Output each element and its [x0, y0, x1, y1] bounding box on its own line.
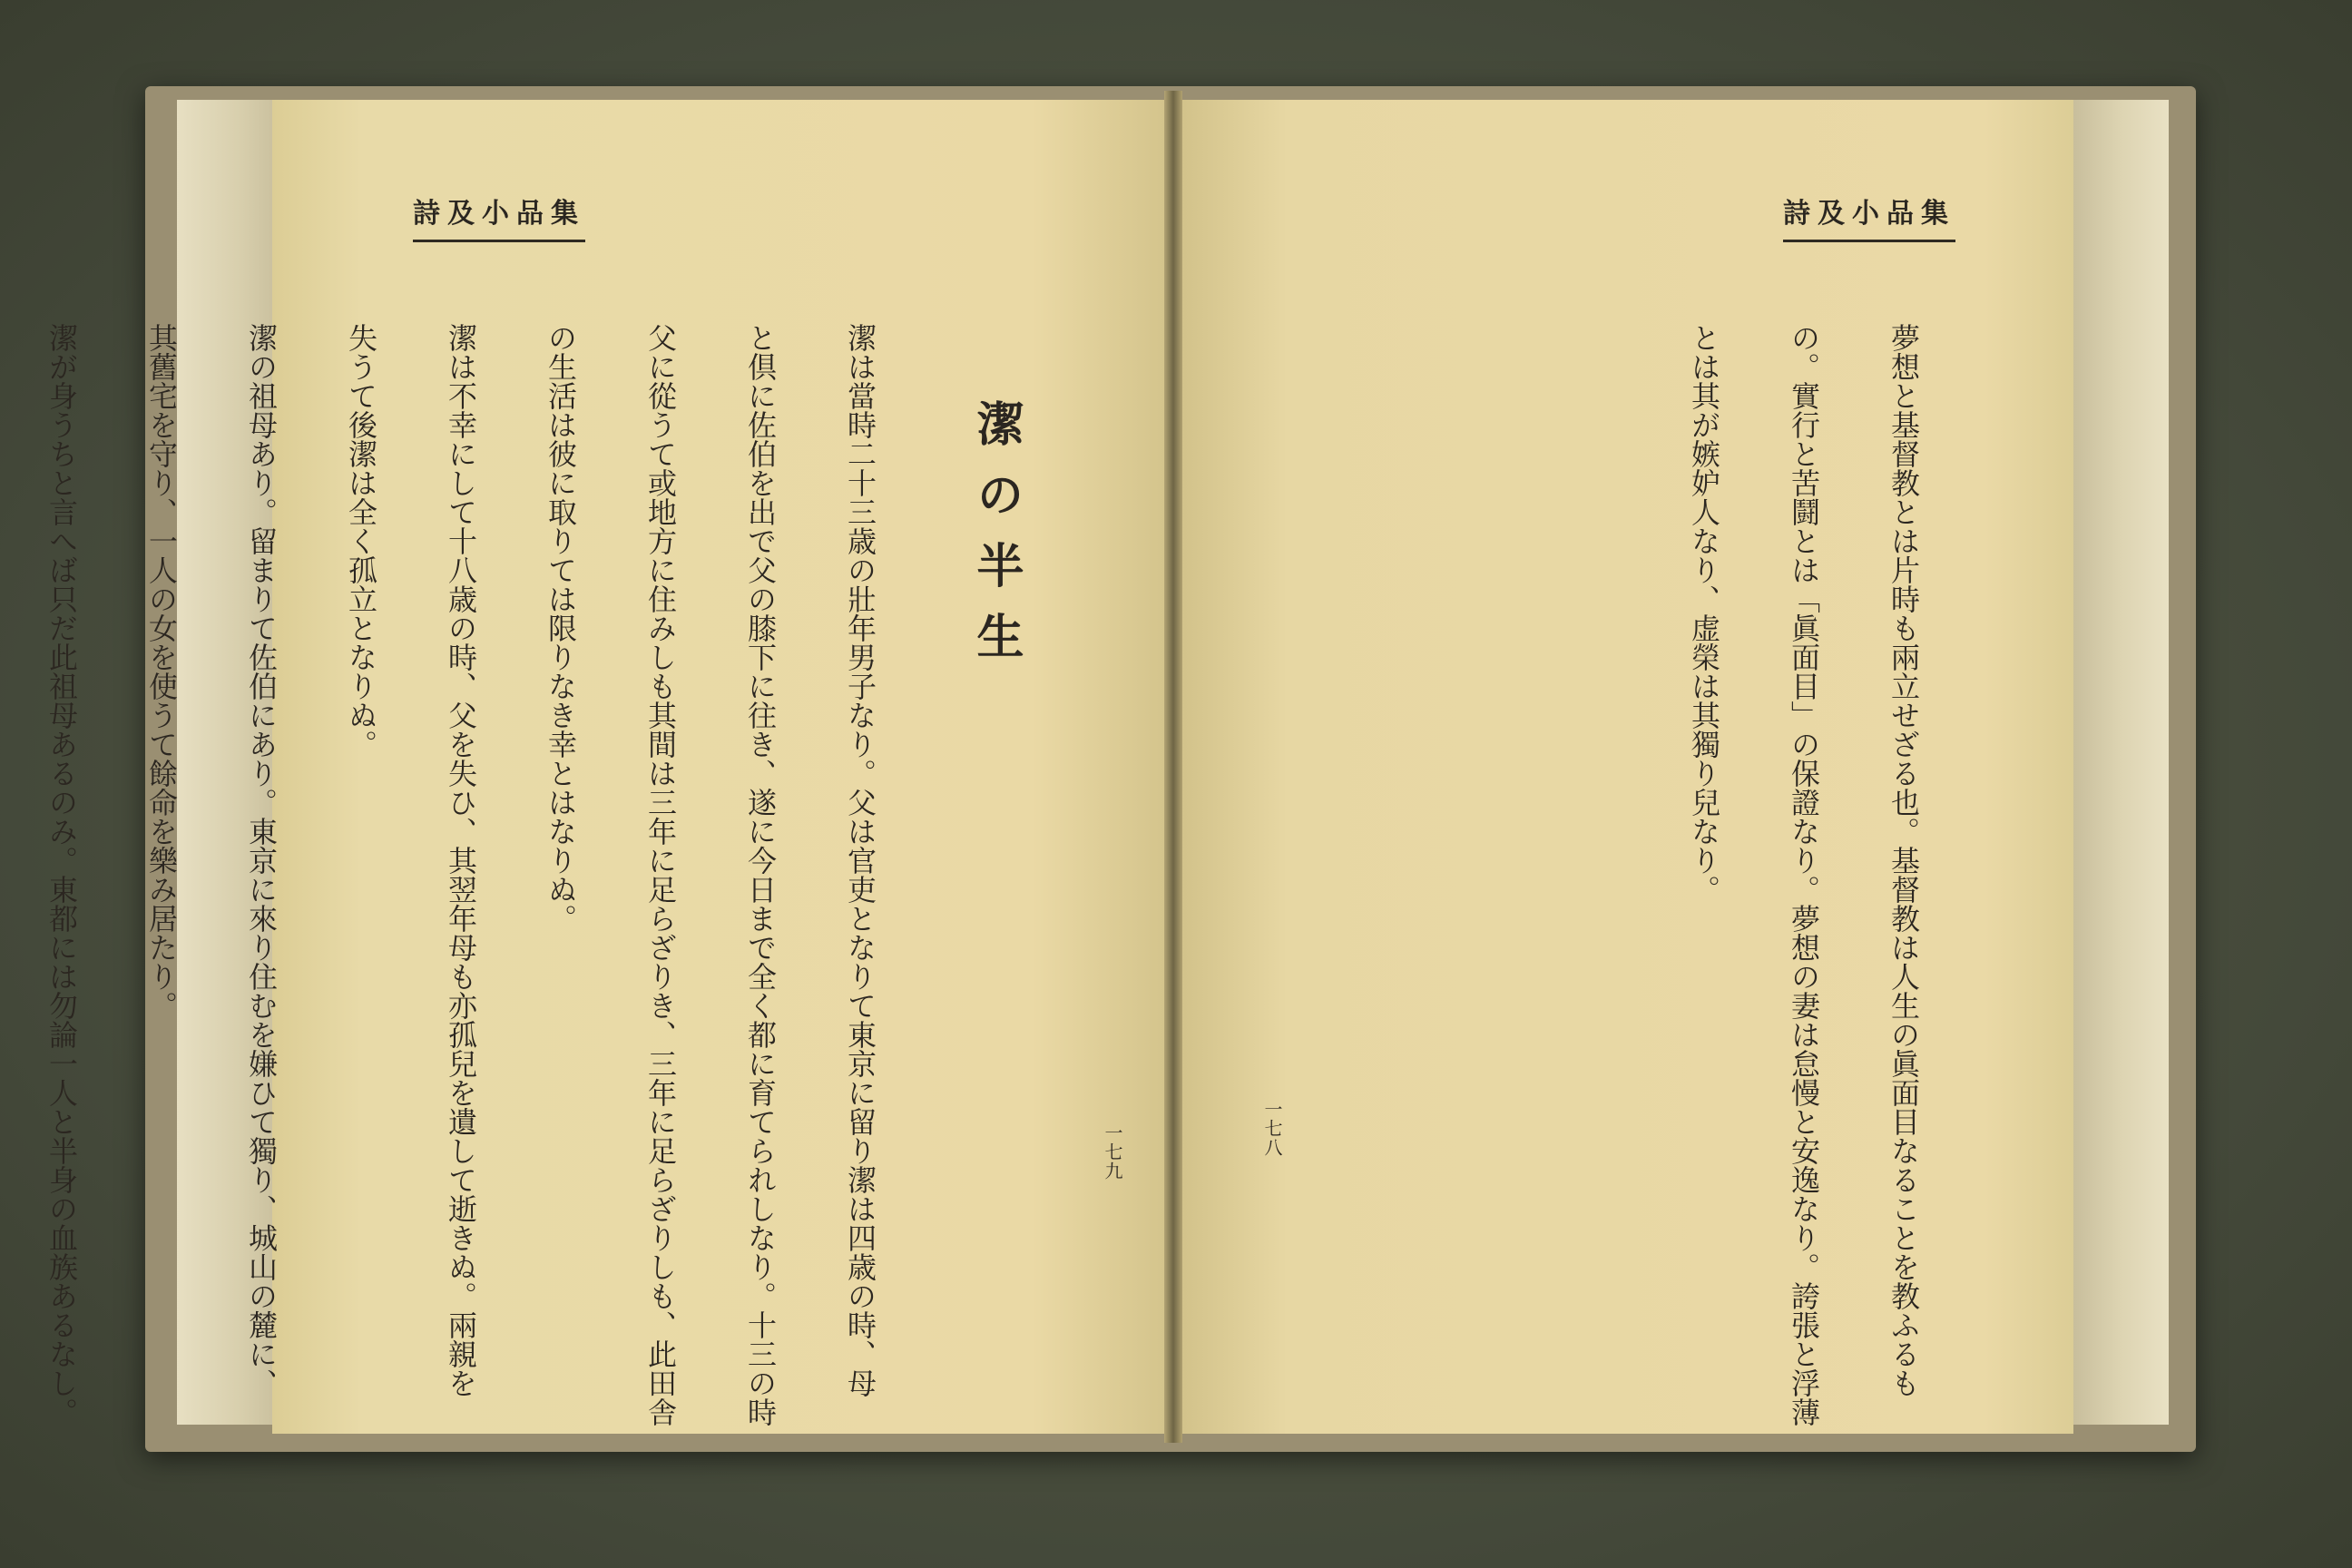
left-body-text — [44, 254, 935, 1426]
text-column: 其舊宅を守り、一人の女を使うて餘命を樂み居たり。 — [144, 323, 179, 1020]
right-page-number: 一七八 — [1261, 1100, 1283, 1157]
chapter-title: 潔の半生 — [968, 399, 1024, 682]
text-column: 夢想と基督教とは片時も兩立せざる也。基督教は人生の眞面目なることを教ふるも — [1886, 323, 1921, 1397]
text-column: と倶に佐伯を出で父の膝下に往き、遂に今日まで全く都に育てられしなり。十三の時 — [743, 323, 778, 1426]
book-gutter — [1164, 91, 1182, 1443]
text-column: 失うて後潔は全く孤立となりぬ。 — [344, 323, 378, 759]
text-column: 潔は不幸にして十八歳の時、父を失ひ、其翌年母も亦孤兒を遺して逝きぬ。兩親を — [444, 323, 478, 1397]
text-column: 潔の祖母あり。留まりて佐伯にあり。東京に來り住むを嫌ひて獨り、城山の麓に、 — [244, 323, 279, 1397]
right-running-header: 詩及小品集 — [1783, 191, 1955, 242]
text-column: 父に從うて或地方に住みしも其間は三年に足らざりき、三年に足らざりしも、此田舎 — [643, 323, 678, 1426]
right-body-text — [1687, 254, 1978, 1426]
text-column: とは其が嫉妒人なり、虚榮は其獨り兒なり。 — [1687, 323, 1721, 904]
left-running-header: 詩及小品集 — [413, 191, 585, 242]
left-page-number: 一七九 — [1102, 1123, 1123, 1181]
text-column: 潔は當時二十三歳の壯年男子なり。父は官吏となりて東京に留り潔は四歳の時、母 — [843, 323, 877, 1397]
text-column: 潔が身うちと言へば只だ此祖母あるのみ。東都には勿論一人と半身の血族あるなし。 — [44, 323, 79, 1426]
page-edges-right — [2073, 100, 2169, 1425]
text-column: の。實行と苦鬪とは「眞面目」の保證なり。夢想の妻は怠慢と安逸なり。誇張と浮薄 — [1787, 323, 1821, 1426]
text-column: の生活は彼に取りては限りなき幸とはなりぬ。 — [544, 323, 578, 933]
